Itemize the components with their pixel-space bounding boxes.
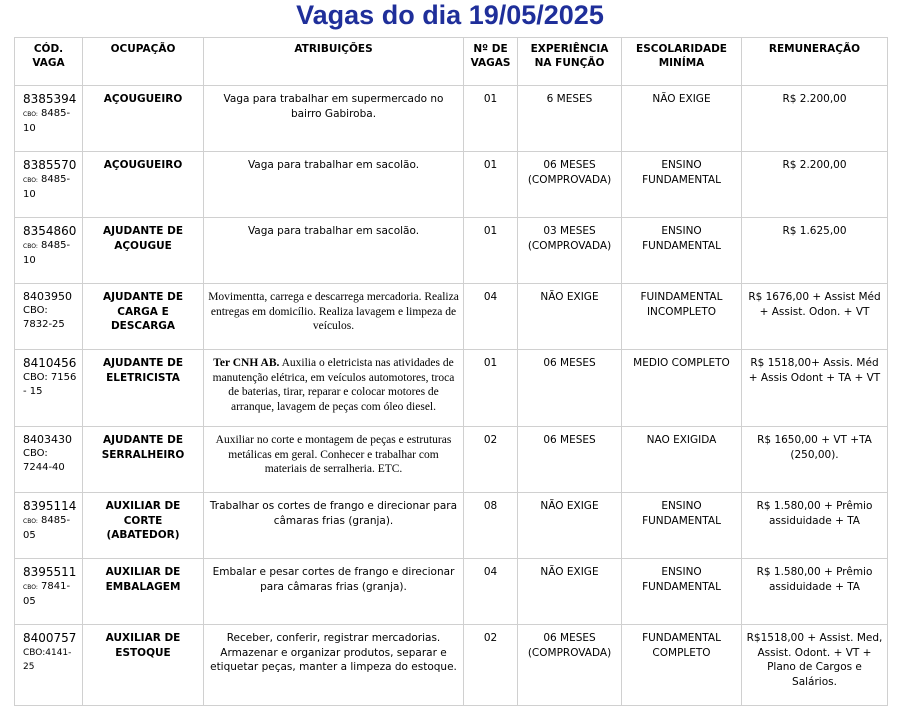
experience: NÃO EXIGE [518, 493, 622, 559]
job-code: 8395511 [23, 565, 77, 579]
duties: Embalar e pesar cortes de frango e direcionar para câmaras frias (granja). [204, 559, 464, 625]
occupation: AJUDANTE DE ELETRICISTA [83, 350, 204, 427]
vacancies-count: 04 [464, 559, 518, 625]
header-remuneracao: REMUNERAÇÃO [742, 38, 888, 86]
vacancies-count: 02 [464, 625, 518, 706]
job-code-cell [15, 559, 83, 625]
salary: R$ 1.580,00 + Prêmio assiduidade + TA [742, 493, 888, 559]
job-listings-table [14, 37, 888, 706]
job-code: 8403430 [23, 433, 72, 446]
header-ocupacao: OCUPAÇÃO [83, 38, 204, 86]
header-experiencia: EXPERIÊNCIA NA FUNÇÃO [518, 38, 622, 86]
job-code-cell [15, 86, 83, 152]
cbo-code: CBO: 7156 - 15 [23, 372, 77, 397]
education: NAO EXIGIDA [622, 427, 742, 493]
job-code: 8385394 [23, 92, 77, 106]
duties: Receber, conferir, registrar mercadorias. Armazenar e organizar produtos, separar e etiquetar peças, manter a limpeza do estoque. [204, 625, 464, 706]
cbo-code: CBO: 8485-10 [23, 174, 71, 200]
duties: Trabalhar os cortes de frango e direcionar para câmaras frias (granja). [204, 493, 464, 559]
cbo-code: CBO:4141-25 [23, 648, 72, 672]
education: ENSINO FUNDAMENTAL [622, 559, 742, 625]
experience: 06 MESES [518, 427, 622, 493]
duties: Movimentta, carrega e descarrega mercadoria. Realiza entregas em domicílio. Realiza lavagem e limpeza de veículos. [204, 284, 464, 350]
experience: NÃO EXIGE [518, 559, 622, 625]
job-code-cell [15, 625, 83, 706]
education: FUNDAMENTAL COMPLETO [622, 625, 742, 706]
table-row [15, 559, 888, 625]
cbo-code: CBO: 7841-05 [23, 581, 71, 607]
duties: Auxiliar no corte e montagem de peças e estruturas metálicas em geral. Conhecer e trabalhar com materiais de serralheria. ETC. [204, 427, 464, 493]
vacancies-count: 01 [464, 86, 518, 152]
occupation: AÇOUGUEIRO [83, 152, 204, 218]
education: ENSINO FUNDAMENTAL [622, 152, 742, 218]
duties: Vaga para trabalhar em sacolão. [204, 152, 464, 218]
duties: Vaga para trabalhar em supermercado no bairro Gabiroba. [204, 86, 464, 152]
job-code-cell [15, 218, 83, 284]
table-row [15, 493, 888, 559]
job-code: 8385570 [23, 158, 77, 172]
vacancies-count: 01 [464, 350, 518, 427]
job-code: 8400757 [23, 631, 77, 645]
experience: 03 MESES (COMPROVADA) [518, 218, 622, 284]
table-row [15, 218, 888, 284]
occupation: AUXILIAR DE EMBALAGEM [83, 559, 204, 625]
education: MEDIO COMPLETO [622, 350, 742, 427]
job-code-cell [15, 493, 83, 559]
duties: Vaga para trabalhar em sacolão. [204, 218, 464, 284]
vacancies-count: 08 [464, 493, 518, 559]
salary: R$ 2.200,00 [742, 152, 888, 218]
job-code: 8395114 [23, 499, 77, 513]
duties-highlight: Ter CNH AB. [213, 357, 280, 369]
cbo-code: CBO: 7244-40 [23, 448, 65, 473]
salary: R$ 1650,00 + VT +TA (250,00). [742, 427, 888, 493]
table-row [15, 625, 888, 706]
education: ENSINO FUNDAMENTAL [622, 493, 742, 559]
experience: 06 MESES (COMPROVADA) [518, 625, 622, 706]
salary: R$ 2.200,00 [742, 86, 888, 152]
job-code: 8403950 [23, 290, 72, 303]
occupation: AJUDANTE DE SERRALHEIRO [83, 427, 204, 493]
experience: 06 MESES [518, 350, 622, 427]
vacancies-count: 01 [464, 218, 518, 284]
cbo-code: CBO: 8485-10 [23, 108, 71, 134]
job-code-cell [15, 350, 83, 427]
job-code-cell [15, 284, 83, 350]
cbo-code: CBO: 8485-05 [23, 515, 71, 541]
job-code-cell [15, 427, 83, 493]
occupation: AJUDANTE DE AÇOUGUE [83, 218, 204, 284]
experience: 6 MESES [518, 86, 622, 152]
occupation: AJUDANTE DE CARGA E DESCARGA [83, 284, 204, 350]
header-atribuicoes: ATRIBUIÇÕES [204, 38, 464, 86]
cbo-code: CBO: 8485-10 [23, 240, 71, 266]
vacancies-count: 04 [464, 284, 518, 350]
header-escolaridade: ESCOLARIDADE MINÍMA [622, 38, 742, 86]
salary: R$ 1518,00+ Assis. Méd + Assis Odont + TA + VT [742, 350, 888, 427]
duties: Ter CNH AB. Auxilia o eletricista nas atividades de manutenção elétrica, em veículos automotores, troca de baterias, tirar, reparar e colocar motores de arranque, lavagem de peças com óleo diesel. [204, 350, 464, 427]
table-row [15, 86, 888, 152]
job-code-cell [15, 152, 83, 218]
table-row [15, 152, 888, 218]
salary: R$1518,00 + Assist. Med, Assist. Odont. + VT + Plano de Cargos e Salários. [742, 625, 888, 706]
occupation: AÇOUGUEIRO [83, 86, 204, 152]
table-header-row [15, 38, 888, 86]
education: FUINDAMENTAL INCOMPLETO [622, 284, 742, 350]
vacancies-count: 01 [464, 152, 518, 218]
salary: R$ 1676,00 + Assist Méd + Assist. Odon. + VT [742, 284, 888, 350]
salary: R$ 1.625,00 [742, 218, 888, 284]
occupation: AUXILIAR DE ESTOQUE [83, 625, 204, 706]
page-title: Vagas do dia 19/05/2025 [296, 0, 604, 30]
cbo-code: CBO: 7832-25 [23, 305, 65, 330]
experience: NÃO EXIGE [518, 284, 622, 350]
table-row [15, 427, 888, 493]
occupation: AUXILIAR DE CORTE (ABATEDOR) [83, 493, 204, 559]
education: ENSINO FUNDAMENTAL [622, 218, 742, 284]
salary: R$ 1.580,00 + Prêmio assiduidade + TA [742, 559, 888, 625]
job-code: 8410456 [23, 356, 77, 370]
job-code: 8354860 [23, 224, 77, 238]
table-row [15, 350, 888, 427]
header-num-vagas: Nº DE VAGAS [464, 38, 518, 86]
header-cod-vaga: CÓD. VAGA [15, 38, 83, 86]
vacancies-count: 02 [464, 427, 518, 493]
table-row [15, 284, 888, 350]
experience: 06 MESES (COMPROVADA) [518, 152, 622, 218]
education: NÃO EXIGE [622, 86, 742, 152]
